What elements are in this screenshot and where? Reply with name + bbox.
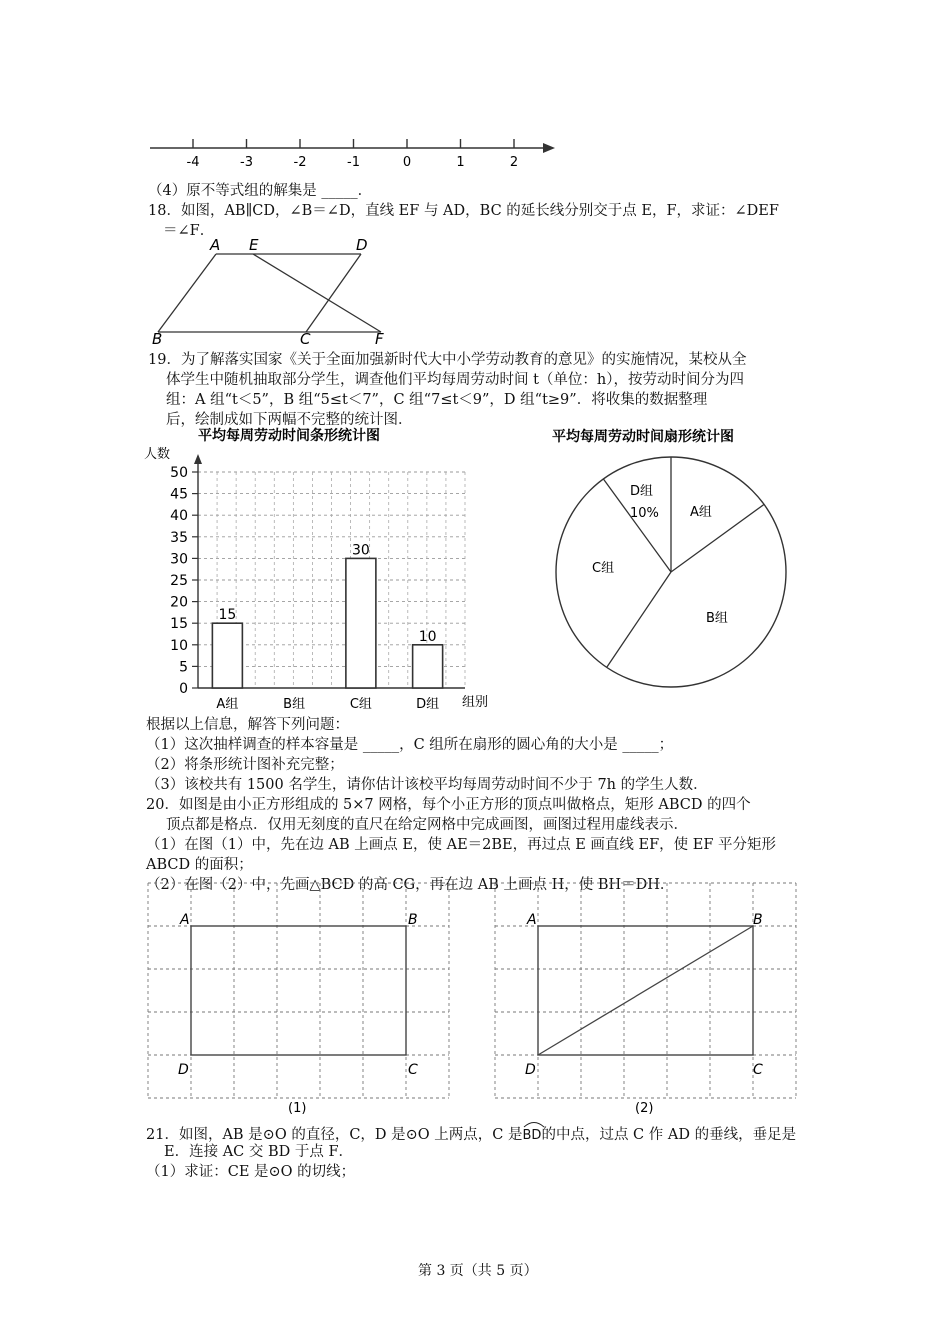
bar-ytick-label: 25 bbox=[170, 573, 188, 589]
number-line-tick-label: 0 bbox=[402, 155, 412, 170]
q19-part3: （3）该校共有 1500 名学生，请你估计该校平均每周劳动时间不少于 7h 的学生人数． bbox=[146, 777, 708, 793]
pie-label-a: A组 bbox=[690, 505, 712, 520]
pie-chart bbox=[540, 424, 810, 714]
bar bbox=[346, 558, 376, 688]
q20-part2: （2）在图（2）中，先画△BCD 的高 CG，再在边 AB 上画点 H，使 BH＝DH． bbox=[146, 877, 675, 893]
grid1-label-b: B bbox=[408, 912, 418, 928]
bar-category-label: A组 bbox=[216, 697, 239, 712]
grid1-label-a: A bbox=[180, 912, 190, 928]
bar-chart-xlabel: 组别 bbox=[462, 695, 489, 710]
q18-figure bbox=[148, 236, 398, 348]
q18-label-d: D bbox=[356, 236, 368, 254]
q21-line2: E．连接 AC 交 BD 于点 F． bbox=[164, 1144, 354, 1160]
q18-line2: ＝∠F． bbox=[163, 223, 215, 239]
q18-label-e: E bbox=[249, 236, 259, 254]
bar-category-label: C组 bbox=[349, 697, 372, 712]
pie-label-d-percent: 10% bbox=[630, 506, 659, 521]
number-line bbox=[145, 128, 565, 174]
q18-label-a: A bbox=[210, 236, 221, 254]
grid2-caption: (2) bbox=[635, 1101, 654, 1116]
pie-label-d: D组 bbox=[630, 484, 654, 499]
bar-ytick-label: 5 bbox=[179, 659, 188, 676]
q18-label-c: C bbox=[300, 330, 311, 348]
bar-chart-title: 平均每周劳动时间条形统计图 bbox=[198, 428, 380, 444]
q20-part1-line2: ABCD 的面积； bbox=[146, 857, 253, 873]
q20-line2: 顶点都是格点．仅用无刻度的直尺在给定网格中完成画图，画图过程用虚线表示． bbox=[166, 817, 688, 833]
number-line-tick-label: -2 bbox=[293, 155, 307, 170]
bar-chart-ylabel: 人数 bbox=[144, 447, 171, 462]
q17-part4: （4）原不等式组的解集是 _____． bbox=[148, 183, 373, 199]
bar-value-label: 10 bbox=[418, 628, 437, 645]
bar-ytick-label: 20 bbox=[170, 594, 188, 611]
grid1-label-d: D bbox=[178, 1062, 189, 1078]
bar bbox=[413, 645, 443, 688]
q19-part1: （1）这次抽样调查的样本容量是 _____，C 组所在扇形的圆心角的大小是 _____； bbox=[146, 737, 674, 753]
q20-line1: 20．如图是由小正方形组成的 5×7 网格，每个小正方形的顶点叫做格点，矩形 ABCD 的四个 bbox=[146, 797, 751, 813]
q21-line1-a: 21．如图，AB 是⊙O 的直径，C，D 是⊙O 上两点，C 是 bbox=[146, 1127, 523, 1143]
grid1-caption: (1) bbox=[288, 1101, 307, 1116]
grid2-label-c: C bbox=[753, 1062, 763, 1078]
q20-part1-line1: （1）在图（1）中，先在边 AB 上画点 E，使 AE＝2BE，再过点 E 画直线 EF，使 EF 平分矩形 bbox=[146, 837, 777, 853]
grid2-label-a: A bbox=[527, 912, 537, 928]
bar-value-label: 30 bbox=[351, 542, 370, 559]
q18-label-f: F bbox=[375, 330, 384, 348]
bar-value-label: 15 bbox=[218, 607, 237, 624]
bar-ytick-label: 50 bbox=[170, 465, 188, 481]
q19-line1: 19．为了解落实国家《关于全面加强新时代大中小学劳动教育的意见》的实施情况，某校从全 bbox=[148, 352, 747, 368]
pie-slice-boundary bbox=[607, 572, 671, 667]
q18-line1: 18．如图，AB∥CD，∠B＝∠D，直线 EF 与 AD，BC 的延长线分别交于点 E，F，求证：∠DEF bbox=[148, 203, 779, 219]
q21-arc-bd: BD bbox=[523, 1122, 542, 1146]
grid-figure-1 bbox=[140, 880, 470, 1125]
number-line-tick-label: -3 bbox=[240, 155, 253, 170]
bar-ytick-label: 45 bbox=[170, 486, 188, 503]
bar-ytick-label: 15 bbox=[170, 616, 188, 633]
grid2-label-b: B bbox=[753, 912, 763, 928]
bar-ytick-label: 30 bbox=[170, 551, 188, 568]
pie-label-c: C组 bbox=[592, 561, 615, 576]
number-line-tick-label: -1 bbox=[347, 155, 360, 170]
q21-part1: （1）求证：CE 是⊙O 的切线； bbox=[146, 1164, 356, 1180]
bar-category-label: D组 bbox=[416, 697, 440, 712]
bar-ytick-label: 40 bbox=[170, 508, 188, 525]
bar-ytick-label: 10 bbox=[170, 637, 188, 654]
pie-label-b: B组 bbox=[706, 611, 728, 626]
q19-line4: 后，绘制成如下两幅不完整的统计图． bbox=[166, 412, 413, 428]
grid2-label-d: D bbox=[525, 1062, 536, 1078]
bar bbox=[212, 623, 242, 688]
q19-part2: （2）将条形统计图补充完整； bbox=[146, 757, 344, 773]
q19-line3: 组：A 组“t＜5”，B 组“5≤t＜7”，C 组“7≤t＜9”，D 组“t≥9”．将收集的数据整理 bbox=[166, 392, 708, 408]
q19-intro: 根据以上信息，解答下列问题： bbox=[146, 717, 349, 733]
grid1-label-c: C bbox=[408, 1062, 418, 1078]
number-line-tick-label: 1 bbox=[456, 155, 465, 170]
number-line-tick-label: 2 bbox=[509, 155, 519, 170]
page-footer: 第 3 页（共 5 页） bbox=[418, 1263, 538, 1279]
q21-line1-b: 的中点，过点 C 作 AD 的垂线，垂足是 bbox=[541, 1127, 797, 1143]
pie-chart-title: 平均每周劳动时间扇形统计图 bbox=[552, 429, 734, 445]
grid-figure-2 bbox=[487, 880, 817, 1125]
bar-category-label: B组 bbox=[283, 697, 306, 712]
bar-y-arrow bbox=[194, 454, 202, 464]
bar-chart bbox=[140, 424, 510, 714]
pie-slice-boundary bbox=[671, 504, 764, 572]
bar-ytick-label: 35 bbox=[170, 529, 188, 546]
number-line-tick-label: -4 bbox=[186, 155, 200, 170]
q19-line2: 体学生中随机抽取部分学生，调查他们平均每周劳动时间 t（单位：h），按劳动时间分为四 bbox=[166, 372, 745, 388]
bar-ytick-label: 0 bbox=[179, 681, 188, 697]
q18-label-b: B bbox=[152, 330, 163, 348]
